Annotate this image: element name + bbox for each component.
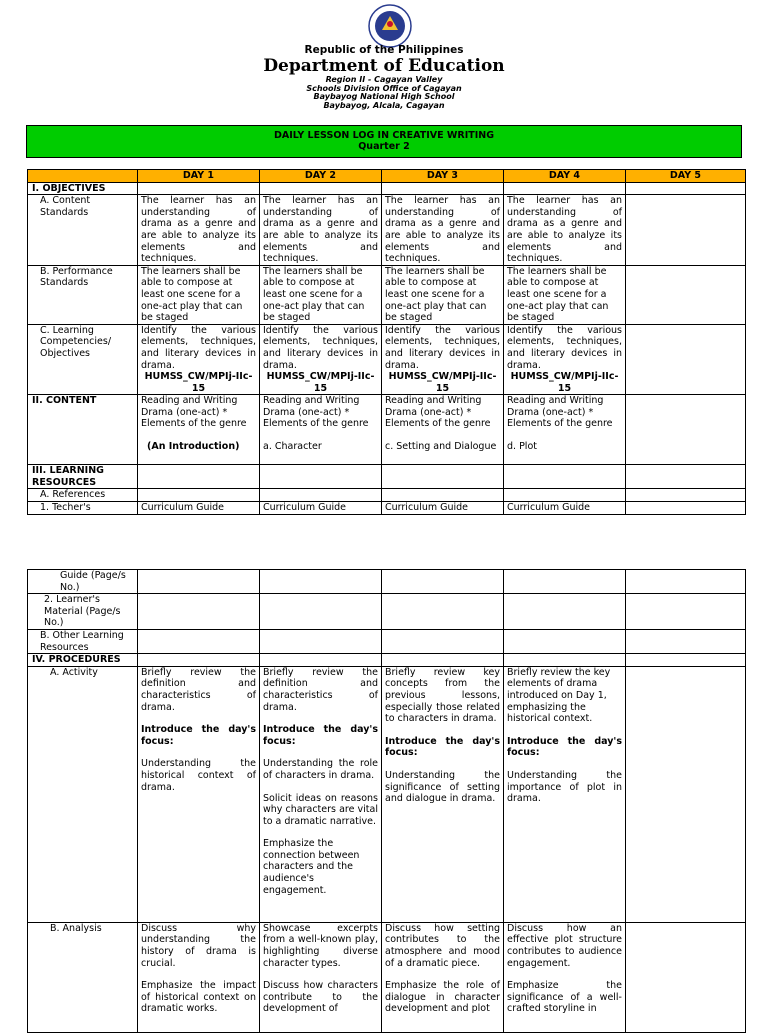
- performance-standard-day3: The learners shall be able to compose at least one scene for a one-act play that can be staged: [382, 265, 504, 324]
- competency-day3: Identify the various elements, techniques, and literary devices in drama.: [385, 324, 500, 371]
- competencies-label: C. Learning Competencies/ Objectives: [40, 324, 112, 359]
- activity-day2-solicit: Solicit ideas on reasons why characters are vital to a dramatic narrative.: [263, 792, 378, 827]
- division-line: Schools Division Office of Cagayan: [306, 83, 462, 93]
- activity-day2-focus: Understanding the role of characters in drama.: [263, 758, 378, 781]
- address-line: Baybayog, Alcala, Cagayan: [323, 100, 445, 110]
- content-standards-label: A. Content Standards: [40, 195, 91, 218]
- analysis-day3-emphasize: Emphasize the role of dialogue in character development and plot: [385, 980, 500, 1015]
- procedures-label: IV. PROCEDURES: [28, 654, 138, 667]
- day-3-header: DAY 3: [382, 170, 504, 183]
- content-label: II. CONTENT: [28, 395, 138, 465]
- content-topic-day4: d. Plot: [507, 441, 537, 453]
- analysis-day2-showcase: Showcase excerpts from a well-known play, highlighting diverse character types.: [263, 922, 378, 969]
- activity-day1-review: Briefly review the definition and characteristics of drama.: [141, 666, 256, 713]
- activity-row: [28, 666, 746, 922]
- learning-resources-row: [28, 465, 746, 489]
- content-standard-day3: The learner has an understanding of drama as a genre and are able to analyze its elements and techniques.: [382, 195, 504, 266]
- guide-day1: Curriculum Guide: [138, 502, 260, 515]
- republic-heading: Republic of the Philippines: [304, 44, 464, 56]
- lesson-log-banner: [26, 125, 742, 158]
- banner-title: DAILY LESSON LOG IN CREATIVE WRITING: [273, 130, 494, 141]
- analysis-day1-discuss: Discuss why understanding the history of drama is crucial.: [141, 922, 256, 969]
- content-row: [28, 395, 746, 465]
- activity-day2-focus-heading: Introduce the day's focus:: [263, 724, 378, 747]
- content-standard-day1: The learner has an understanding of drama as a genre and are able to analyze its elements and techniques.: [138, 195, 260, 266]
- competency-code-day3: HUMSS_CW/MPIj-IIc-15: [388, 371, 497, 394]
- content-standard-day2: The learner has an understanding of drama as a genre and are able to analyze its elements and techniques.: [260, 195, 382, 266]
- analysis-day4-emphasize: Emphasize the significance of a well-crafted storyline in: [507, 980, 622, 1015]
- competency-day2: Identify the various elements, techniques, and literary devices in drama.: [263, 324, 378, 371]
- teachers-guide-cont-row: [28, 570, 746, 594]
- day-2-header: DAY 2: [260, 170, 382, 183]
- activity-day4-focus-heading: Introduce the day's focus:: [507, 735, 622, 759]
- department-heading: Department of Education: [263, 56, 505, 76]
- guide-day4: Curriculum Guide: [504, 502, 626, 515]
- other-resources-row: [28, 629, 746, 653]
- teachers-label: 1. Techer's: [40, 502, 91, 514]
- content-main-day2: Reading and Writing Drama (one-act) * Elements of the genre: [263, 395, 369, 430]
- lesson-table-part1: [27, 169, 746, 515]
- region-line: Region II - Cagayan Valley: [325, 75, 443, 84]
- activity-day3-review: Briefly review key concepts from the previous lessons, especially those related to characters in drama.: [385, 666, 500, 725]
- procedures-row: [28, 654, 746, 667]
- activity-day3-focus-heading: Introduce the day's focus:: [385, 735, 500, 759]
- teachers-cont-label: Guide (Page/s No.): [60, 570, 126, 593]
- performance-standard-day1: The learners shall be able to compose at least one scene for a one-act play that can be staged: [138, 265, 260, 324]
- objectives-label: I. OBJECTIVES: [28, 182, 138, 195]
- competency-code-day2: HUMSS_CW/MPIj-IIc-15: [266, 371, 375, 394]
- deped-seal-logo: [368, 4, 412, 48]
- activity-day4-review: Briefly review the key elements of drama introduced on Day 1, emphasizing the historical context.: [507, 666, 611, 725]
- activity-label: A. Activity: [50, 666, 98, 678]
- competency-day1: Identify the various elements, techniques, and literary devices in drama.: [141, 324, 256, 371]
- analysis-row: [28, 922, 746, 1032]
- competency-day4: Identify the various elements, techniques, and literary devices in drama.: [507, 324, 622, 371]
- learners-material-label: 2. Learner's Material (Page/s No.): [44, 594, 121, 629]
- teachers-guide-row: [28, 502, 746, 515]
- competency-code-day4: HUMSS_CW/MPIj-IIc-15: [510, 371, 619, 394]
- analysis-day2-discuss: Discuss how characters contribute to the development of: [263, 980, 378, 1015]
- competencies-row: [28, 324, 746, 395]
- school-line: Baybayog National High School: [313, 92, 455, 101]
- activity-day1-focus-heading: Introduce the day's focus:: [141, 724, 256, 747]
- objectives-row: [28, 182, 746, 195]
- activity-day3-focus: Understanding the significance of setting and dialogue in drama.: [385, 769, 500, 805]
- day-header-row: [28, 170, 746, 183]
- content-standards-row: [28, 195, 746, 266]
- content-main-day3: Reading and Writing Drama (one-act) * Elements of the genre: [385, 395, 491, 430]
- analysis-day4-discuss: Discuss how an effective plot structure contributes to audience engagement.: [507, 922, 622, 969]
- references-label: A. References: [40, 489, 106, 501]
- content-main-day4: Reading and Writing Drama (one-act) * Elements of the genre: [507, 395, 613, 430]
- day-4-header: DAY 4: [504, 170, 626, 183]
- other-resources-label: B. Other Learning Resources: [40, 629, 124, 653]
- activity-day2-review: Briefly review the definition and characteristics of drama.: [263, 666, 378, 713]
- content-main-day1: Reading and Writing Drama (one-act) * Elements of the genre: [141, 395, 247, 430]
- content-topic-day2: a. Character: [263, 441, 322, 453]
- analysis-label: B. Analysis: [50, 922, 102, 934]
- learners-material-row: [28, 594, 746, 630]
- performance-standard-day2: The learners shall be able to compose at least one scene for a one-act play that can be staged: [260, 265, 382, 324]
- competency-code-day1: HUMSS_CW/MPIj-IIc-15: [144, 371, 253, 394]
- guide-day2: Curriculum Guide: [260, 502, 382, 515]
- activity-day2-emphasize: Emphasize the connection between characters and the audience's engagement.: [263, 838, 360, 896]
- analysis-day3-discuss: Discuss how setting contributes to the atmosphere and mood of a dramatic piece.: [385, 922, 500, 969]
- activity-day1-focus: Understanding the historical context of drama.: [141, 758, 256, 793]
- content-topic-day3: c. Setting and Dialogue: [385, 441, 497, 453]
- analysis-day1-emphasize: Emphasize the impact of historical context on dramatic works.: [141, 980, 256, 1015]
- references-row: [28, 489, 746, 502]
- performance-standards-label: B. Performance Standards: [40, 265, 113, 289]
- day-1-header: DAY 1: [138, 170, 260, 183]
- content-standard-day4: The learner has an understanding of drama as a genre and are able to analyze its elements and techniques.: [504, 195, 626, 266]
- activity-day4-focus: Understanding the importance of plot in drama.: [507, 769, 622, 805]
- performance-standards-row: [28, 265, 746, 324]
- banner-quarter: Quarter 2: [358, 141, 410, 152]
- learning-resources-label: III. LEARNING RESOURCES: [28, 465, 138, 489]
- lesson-table-part2: [27, 569, 746, 1033]
- performance-standard-day4: The learners shall be able to compose at least one scene for a one-act play that can be staged: [504, 265, 626, 324]
- day-5-header: DAY 5: [626, 170, 746, 183]
- guide-day3: Curriculum Guide: [382, 502, 504, 515]
- content-topic-day1: (An Introduction): [147, 441, 240, 453]
